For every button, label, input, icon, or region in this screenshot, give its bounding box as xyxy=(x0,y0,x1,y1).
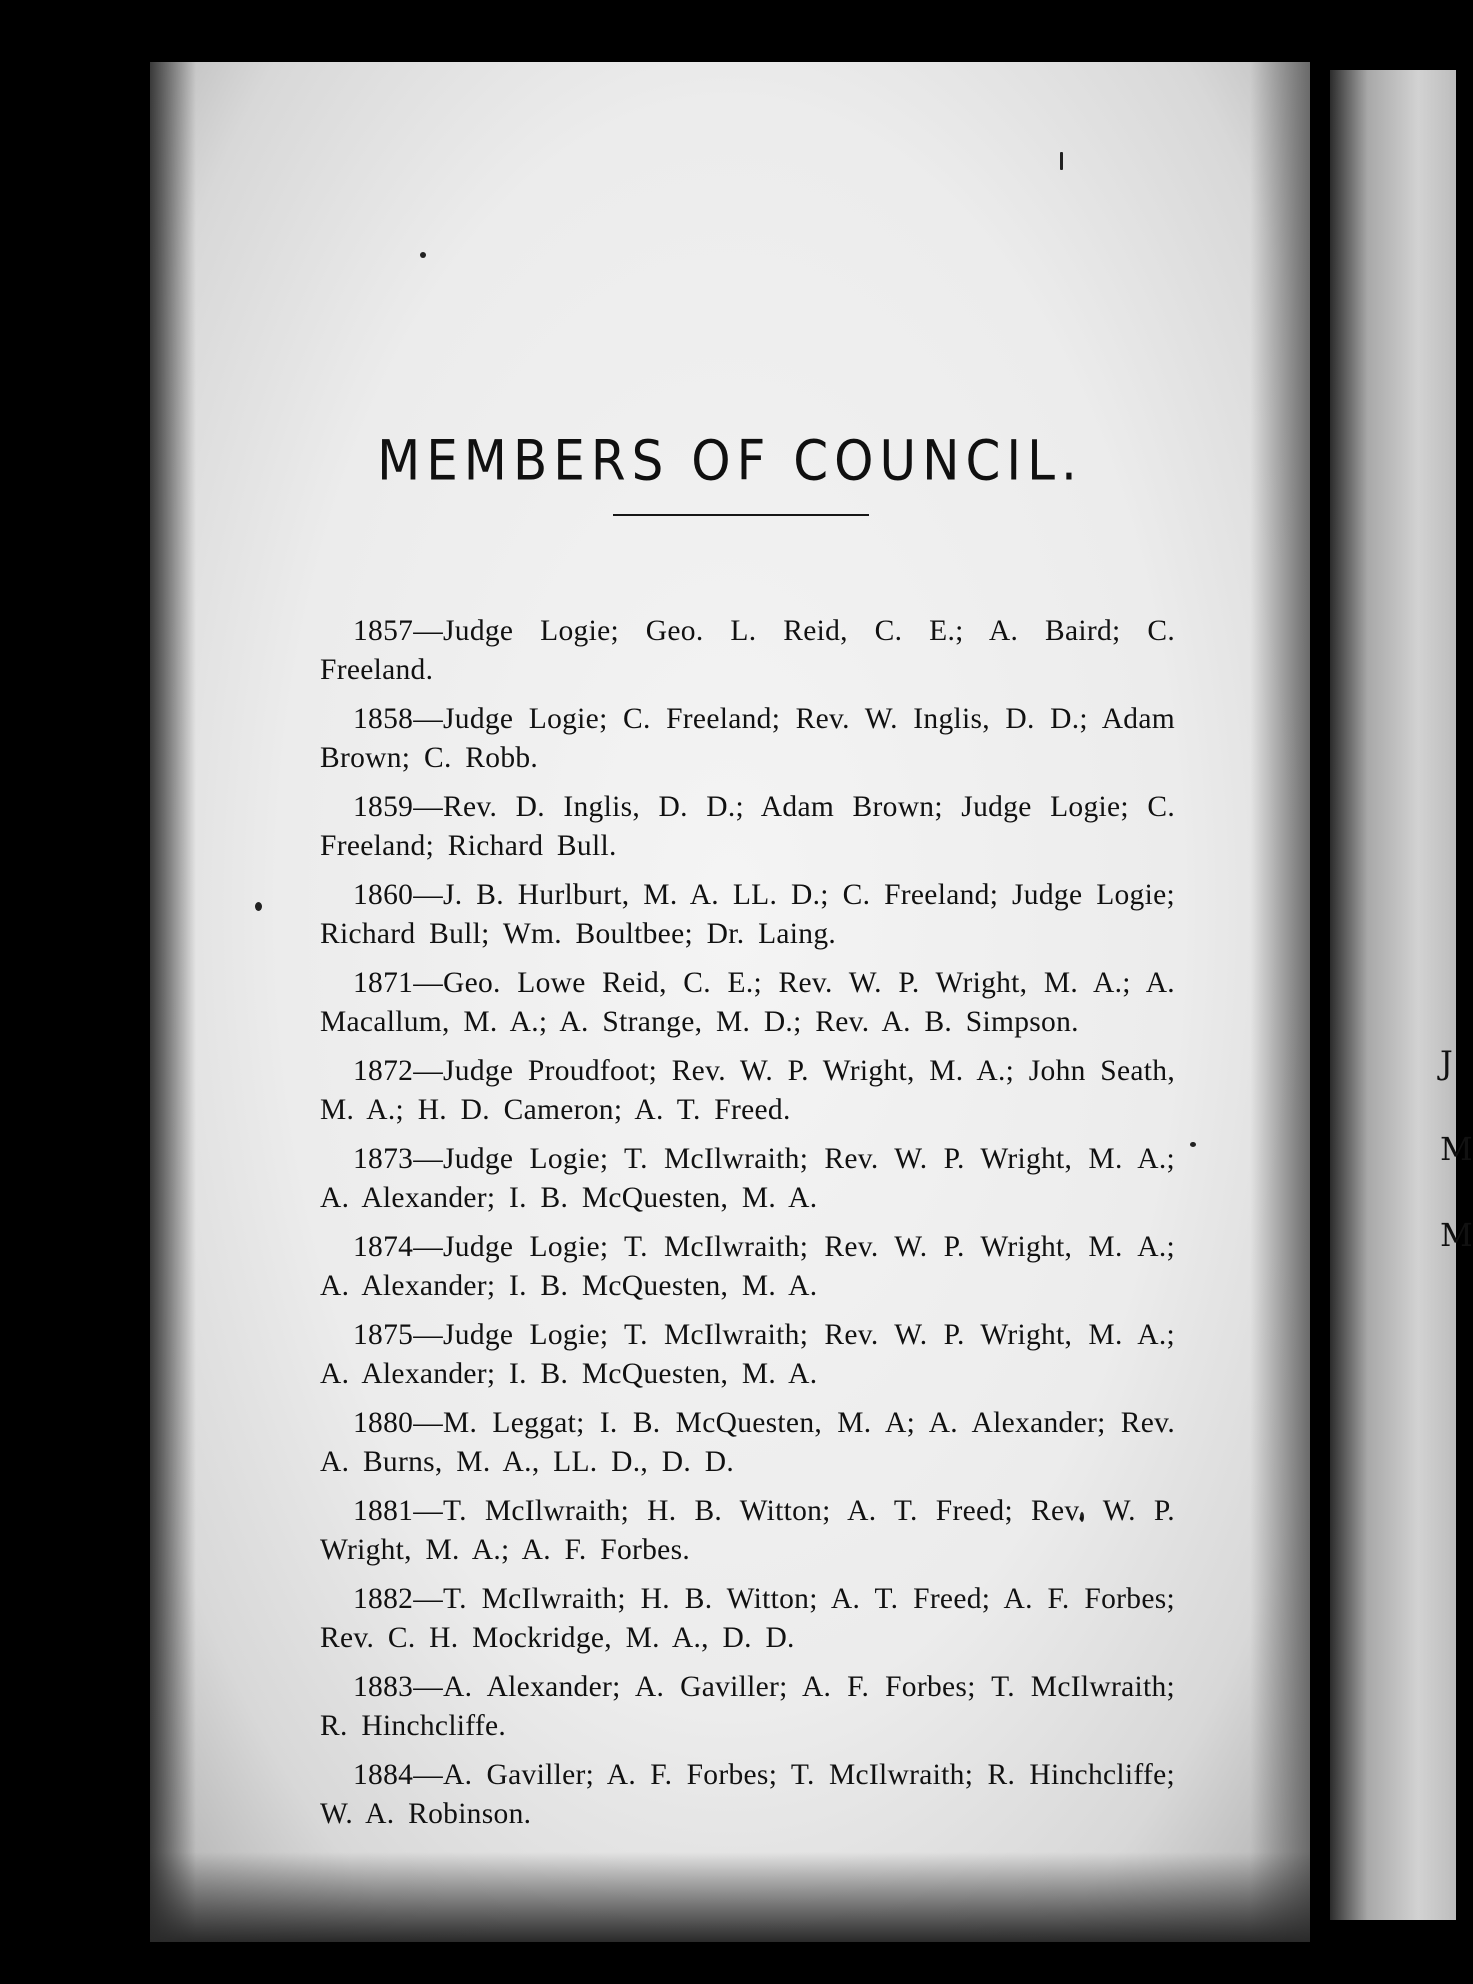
council-entry: 1871—Geo. Lowe Reid, C. E.; Rev. W. P. Wright, M. A.; A. Macallum, M. A.; A. Strange, M. D.; Rev. A. B. Simpson. xyxy=(320,967,1175,1038)
ink-speck xyxy=(255,902,262,911)
page-edge-shadow xyxy=(1250,62,1310,1942)
council-entry: 1873—Judge Logie; T. McIlwraith; Rev. W. P. Wright, M. A.; A. Alexander; I. B. McQuesten, M. A. xyxy=(320,1143,1175,1214)
council-entry: 1884—A. Gaviller; A. F. Forbes; T. McIlwraith; R. Hinchcliffe; W. A. Robinson. xyxy=(320,1759,1175,1830)
gutter-shadow xyxy=(150,62,196,1942)
page-title: MEMBERS OF COUNCIL. xyxy=(377,429,1083,493)
book-page xyxy=(150,62,1310,1942)
council-entry: 1875—Judge Logie; T. McIlwraith; Rev. W. P. Wright, M. A.; A. Alexander; I. B. McQuesten, M. A. xyxy=(320,1319,1175,1390)
ink-speck xyxy=(1060,152,1063,170)
ink-speck xyxy=(420,252,426,258)
council-entry: 1858—Judge Logie; C. Freeland; Rev. W. Inglis, D. D.; Adam Brown; C. Robb. xyxy=(320,703,1175,774)
council-entry: 1874—Judge Logie; T. McIlwraith; Rev. W. P. Wright, M. A.; A. Alexander; I. B. McQuesten, M. A. xyxy=(320,1231,1175,1302)
council-entry: 1872—Judge Proudfoot; Rev. W. P. Wright, M. A.; John Seath, M. A.; H. D. Cameron; A. T. Freed. xyxy=(320,1055,1175,1126)
facing-page-edge xyxy=(1330,70,1456,1920)
council-entry: 1880—M. Leggat; I. B. McQuesten, M. A; A. Alexander; Rev. A. Burns, M. A., LL. D., D. D. xyxy=(320,1407,1175,1478)
council-entry: 1882—T. McIlwraith; H. B. Witton; A. T. Freed; A. F. Forbes; Rev. C. H. Mockridge, M. A., D. D. xyxy=(320,1583,1175,1654)
facing-page-letter: J xyxy=(1440,1044,1453,1082)
council-entry: 1860—J. B. Hurlburt, M. A. LL. D.; C. Freeland; Judge Logie; Richard Bull; Wm. Boultbee; Dr. Laing. xyxy=(320,879,1175,950)
council-entry: 1859—Rev. D. Inglis, D. D.; Adam Brown; Judge Logie; C. Freeland; Richard Bull. xyxy=(320,791,1175,862)
council-entry: 1883—A. Alexander; A. Gaviller; A. F. Forbes; T. McIlwraith; R. Hinchcliffe. xyxy=(320,1671,1175,1742)
bottom-shadow xyxy=(150,1852,1310,1942)
ink-speck xyxy=(1190,1142,1196,1147)
council-entry: 1857—Judge Logie; Geo. L. Reid, C. E.; A. Baird; C. Freeland. xyxy=(320,615,1175,686)
facing-page-letters xyxy=(1440,1020,1473,1278)
title-rule xyxy=(613,514,869,516)
council-entry: 1881—T. McIlwraith; H. B. Witton; A. T. Freed; Rev. W. P. Wright, M. A.; A. F. Forbes. xyxy=(320,1495,1175,1566)
facing-page-letter: M xyxy=(1440,1130,1473,1168)
facing-page-letter: M xyxy=(1440,1216,1473,1254)
council-list xyxy=(320,612,1175,1844)
